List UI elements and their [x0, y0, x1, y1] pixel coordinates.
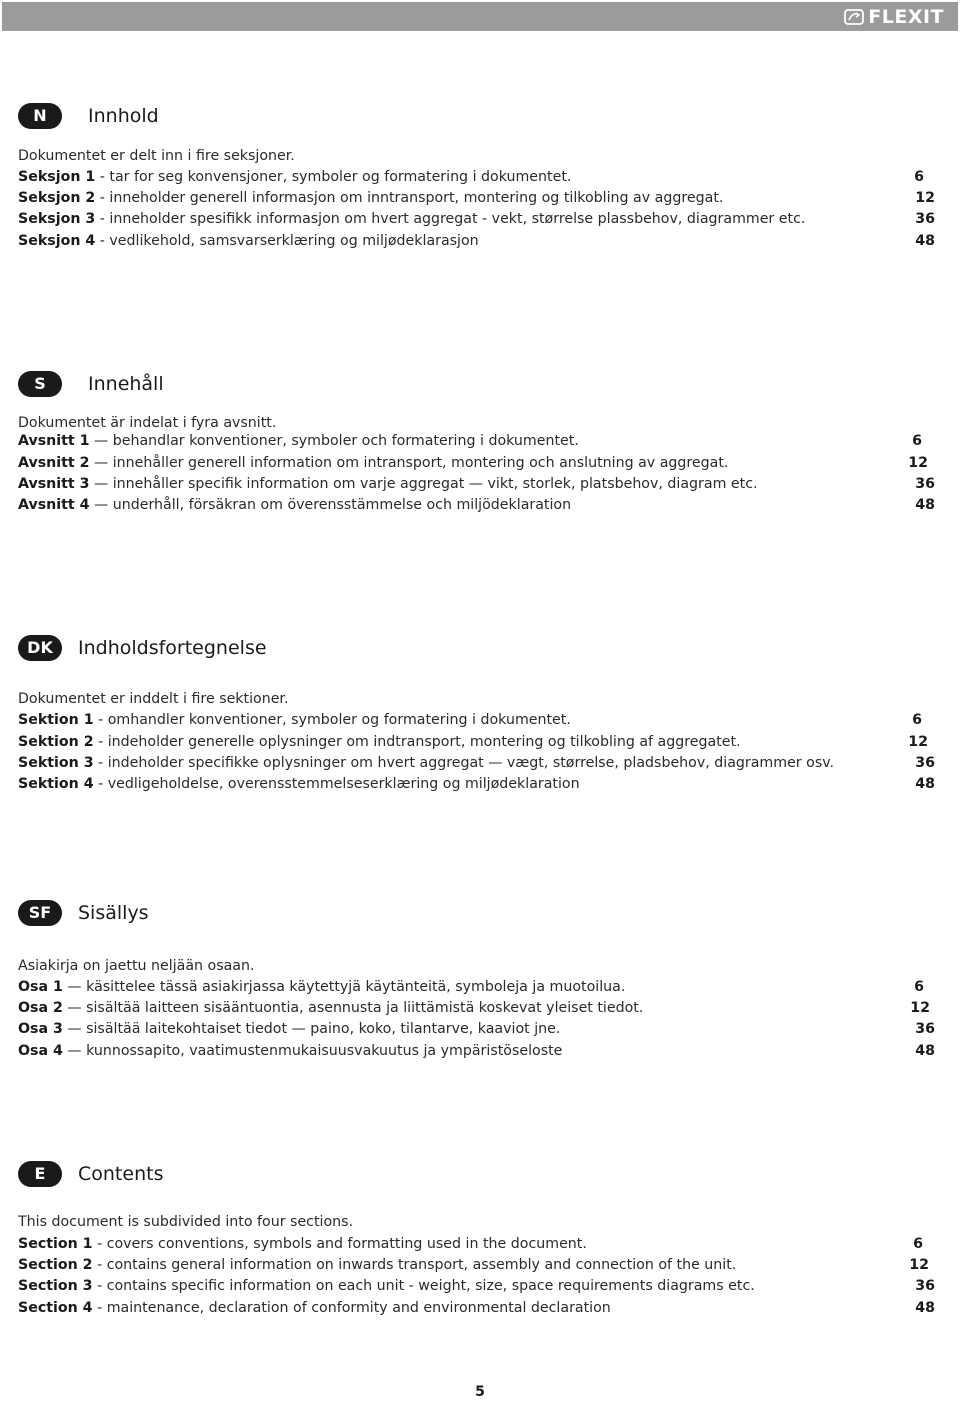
toc-entry-page: 6: [913, 1236, 923, 1252]
toc-entry-page: 36: [915, 211, 935, 227]
toc-entry-text: - vedligeholdelse, overensstemmelseserklæring og miljødeklaration: [93, 776, 580, 792]
toc-entry-label: Osa 2: [18, 1000, 63, 1016]
section-title: Contents: [78, 1163, 164, 1185]
language-badge: DK: [18, 635, 62, 661]
toc-entry-label: Avsnitt 1: [18, 433, 90, 449]
toc-entry: [18, 188, 935, 209]
toc-entry: [18, 1276, 935, 1297]
toc-entry-page: 12: [908, 455, 928, 471]
toc-entry-text: - inneholder generell informasjon om inntransport, montering og tilkobling av aggregat.: [95, 190, 724, 206]
toc-entry-label: Seksjon 2: [18, 190, 96, 206]
toc-entry-label: Avsnitt 3: [18, 476, 90, 492]
section-heading: [18, 369, 938, 399]
toc-entry-text: — underhåll, försäkran om överensstämmelse och miljödeklaration: [89, 497, 572, 513]
section-intro: Dokumentet är indelat i fyra avsnitt.: [18, 415, 277, 431]
toc-entry-page: 6: [912, 712, 922, 728]
toc-entry-label: Osa 1: [18, 979, 63, 995]
logo-text: FLEXIT: [868, 6, 944, 28]
toc-entry: [18, 1298, 935, 1319]
toc-entry-label: Section 2: [18, 1257, 93, 1273]
toc-entry-text: — sisältää laitteen sisääntuontia, asennusta ja liittämistä koskevat yleiset tiedot.: [62, 1000, 644, 1016]
toc-entry: [18, 231, 935, 252]
toc-entry-label: Sektion 1: [18, 712, 94, 728]
section-heading: [18, 1159, 938, 1189]
toc-section-no: [18, 101, 938, 249]
toc-entry: [18, 753, 935, 774]
toc-entry-page: 12: [908, 734, 928, 750]
flexit-logo: [844, 6, 944, 28]
toc-section-fi: [18, 898, 938, 1059]
toc-entry: [18, 209, 935, 230]
section-title: Innhold: [88, 105, 159, 127]
toc-entry-label: Sektion 2: [18, 734, 94, 750]
toc-entry-label: Seksjon 1: [18, 169, 96, 185]
toc-entry-page: 6: [914, 979, 924, 995]
section-intro: Asiakirja on jaettu neljään osaan.: [18, 958, 255, 974]
toc-entry-text: — kunnossapito, vaatimustenmukaisuusvakuutus ja ympäristöseloste: [62, 1043, 563, 1059]
toc-entry-page: 48: [915, 233, 935, 249]
toc-entry-text: - vedlikehold, samsvarserklæring og miljødeklarasjon: [95, 233, 479, 249]
toc-entry-page: 12: [915, 190, 935, 206]
toc-entry-page: 48: [915, 776, 935, 792]
toc-entry-page: 6: [912, 433, 922, 449]
toc-entry-page: 36: [915, 476, 935, 492]
toc-entry-page: 6: [914, 169, 924, 185]
toc-entry: [18, 732, 935, 753]
section-intro: Dokumentet er delt inn i fire seksjoner.: [18, 148, 295, 164]
toc-entry: [18, 977, 935, 998]
toc-entry: [18, 453, 935, 474]
toc-section-dk: [18, 633, 938, 792]
section-heading: [18, 633, 938, 663]
language-badge: SF: [18, 900, 62, 926]
language-badge: E: [18, 1161, 62, 1187]
toc-entry-label: Osa 4: [18, 1043, 63, 1059]
toc-entry-text: — sisältää laitekohtaiset tiedot — paino, koko, tilantarve, kaaviot jne.: [62, 1021, 561, 1037]
toc-entry-page: 36: [915, 1021, 935, 1037]
toc-entry: [18, 710, 935, 731]
section-title: Indholdsfortegnelse: [78, 637, 267, 659]
section-intro: This document is subdivided into four sections.: [18, 1214, 354, 1230]
toc-entry-label: Seksjon 3: [18, 211, 96, 227]
toc-entry: [18, 495, 935, 516]
header-bar: [2, 2, 958, 31]
toc-entry-label: Section 3: [18, 1278, 93, 1294]
toc-entry-label: Osa 3: [18, 1021, 63, 1037]
toc-entry-label: Seksjon 4: [18, 233, 96, 249]
section-heading: [18, 101, 938, 131]
toc-entry-label: Avsnitt 2: [18, 455, 90, 471]
toc-entry-text: - inneholder spesifikk informasjon om hvert aggregat - vekt, størrelse plassbehov, diagrammer etc.: [95, 211, 806, 227]
toc-entry-label: Section 1: [18, 1236, 93, 1252]
toc-entry-text: — innehåller specifik information om varje aggregat — vikt, storlek, platsbehov, diagram etc.: [89, 476, 758, 492]
toc-section-en: [18, 1159, 938, 1316]
page-number: 5: [475, 1384, 485, 1400]
language-badge: N: [18, 103, 62, 129]
toc-entry: [18, 1255, 935, 1276]
toc-entry-text: — behandlar konventioner, symboler och formatering i dokumentet.: [89, 433, 579, 449]
toc-entry-text: — käsittelee tässä asiakirjassa käytettyjä käytänteitä, symboleja ja muotoilua.: [62, 979, 626, 995]
flexit-logo-icon: [844, 9, 864, 25]
toc-entry-text: - contains specific information on each unit - weight, size, space requirements diagrams etc.: [92, 1278, 755, 1294]
toc-entry-page: 12: [909, 1257, 929, 1273]
language-badge: S: [18, 371, 62, 397]
toc-entry: [18, 167, 935, 188]
section-title: Innehåll: [88, 373, 164, 395]
toc-entry-page: 36: [915, 755, 935, 771]
toc-entry: [18, 431, 935, 452]
toc-entry: [18, 1019, 935, 1040]
section-title: Sisällys: [78, 902, 149, 924]
toc-entry: [18, 474, 935, 495]
toc-entry: [18, 998, 935, 1019]
toc-entry-page: 48: [915, 497, 935, 513]
toc-entry-text: - omhandler konventioner, symboler og formatering i dokumentet.: [93, 712, 571, 728]
toc-entry: [18, 1041, 935, 1062]
toc-entry-label: Avsnitt 4: [18, 497, 90, 513]
toc-entry-text: - covers conventions, symbols and formatting used in the document.: [92, 1236, 587, 1252]
toc-entry-text: - contains general information on inwards transport, assembly and connection of the unit.: [92, 1257, 737, 1273]
toc-entry-text: - tar for seg konvensjoner, symboler og formatering i dokumentet.: [95, 169, 572, 185]
section-intro: Dokumentet er inddelt i fire sektioner.: [18, 691, 289, 707]
toc-entry-page: 48: [915, 1043, 935, 1059]
toc-entry: [18, 1234, 935, 1255]
toc-entry-label: Section 4: [18, 1300, 93, 1316]
toc-entry-label: Sektion 3: [18, 755, 94, 771]
toc-entry-label: Sektion 4: [18, 776, 94, 792]
toc-entry-text: - indeholder specifikke oplysninger om hvert aggregat — vægt, størrelse, pladsbehov, diagrammer osv.: [93, 755, 835, 771]
toc-entry-text: - indeholder generelle oplysninger om indtransport, montering og tilkobling af aggregatet.: [93, 734, 741, 750]
toc-entry-text: — innehåller generell information om intransport, montering och anslutning av aggregat.: [89, 455, 729, 471]
toc-entry: [18, 774, 935, 795]
toc-entry-page: 48: [915, 1300, 935, 1316]
toc-entry-page: 36: [915, 1278, 935, 1294]
section-heading: [18, 898, 938, 928]
toc-entry-text: - maintenance, declaration of conformity and environmental declaration: [92, 1300, 611, 1316]
toc-section-se: [18, 369, 938, 513]
toc-entry-page: 12: [910, 1000, 930, 1016]
